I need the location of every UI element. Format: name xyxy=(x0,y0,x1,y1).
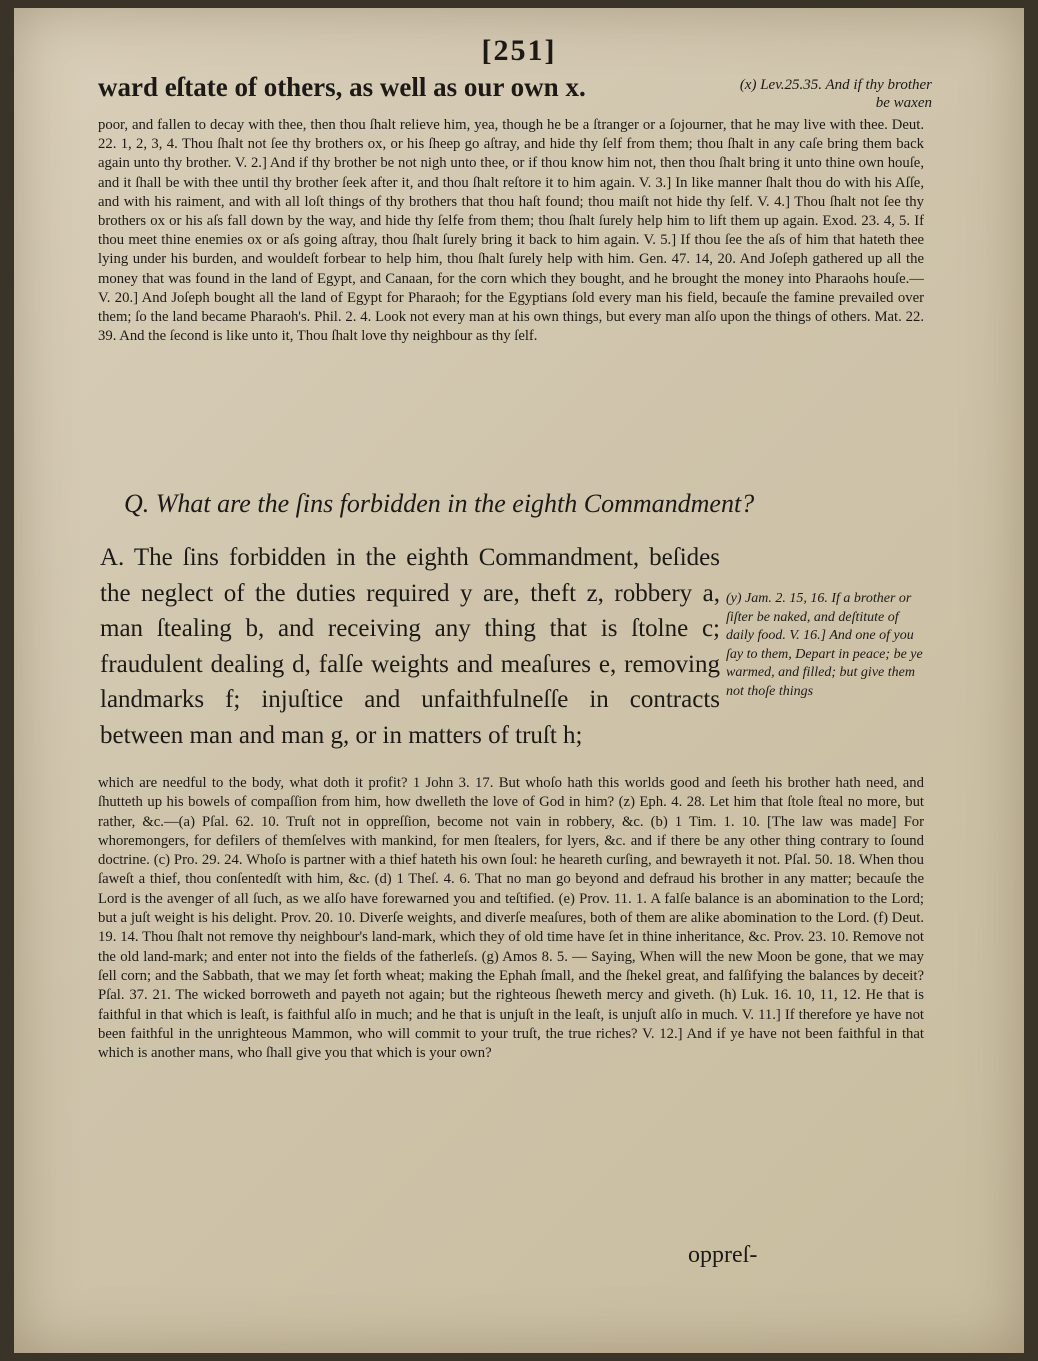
footnote-block-y-h: which are needful to the body, what doth it profit? 1 John 3. 17. But whoſo hath this worlds good and ſeeth his brother hath need, and ſhutteth up his bowels of compaſſion from him, how dwelleth the love of God in him? (z) Eph. 4. 28. Let him that ſtole ſteal no more, but rather, &c.—(a) Pſal. 62. 10. Truſt not in oppreſſion, become not vain in robbery, &c. (b) 1 Tim. 1. 10. [The law was made] For whoremongers, for defilers of themſelves with mankind, for men ſtealers, for lyers, &c. and if there be any other thing contrary to ſound doctrine. (c) Pro. 29. 24. Whoſo is partner with a thief hateth his own ſoul: he heareth curſing, and bewrayeth it not. Pſal. 50. 18. When thou ſaweſt a thief, thou conſentedſt with him, &c. (d) 1 Theſ. 4. 6. That no man go beyond and defraud his brother in any matter; becauſe the Lord is the avenger of all ſuch, as we alſo have forewarned you and teſtified. (e) Prov. 11. 1. A falſe balance is an abomination to the Lord; but a juſt weight is his delight. Prov. 20. 10. Diverſe weights, and diverſe meaſures, both of them are alike abomination to the Lord. (f) Deut. 19. 14. Thou ſhalt not remove thy neighbour's land-mark, which they of old time have ſet in thine inheritance, &c. Prov. 23. 10. Remove not the old land-mark; and enter not into the fields of the fatherleſs. (g) Amos 8. 5. — Saying, When will the new Moon be gone, that we may ſell corn; and the Sabbath, that we may ſet forth wheat; making the Ephah ſmall, and the ſhekel great, and falſifying the balances by deceit? Pſal. 37. 21. The wicked borroweth and payeth not again; but the righteous ſheweth mercy and giveth. (h) Luk. 16. 10, 11, 12. He that is faithful in that which is leaſt, is faithful alſo in much; and he that is unjuſt in the leaſt, is unjuſt alſo in much. V. 11.] If therefore ye have not been faithful in the unrighteous Mammon, who will commit to your truſt, the true riches? V. 12.] And if ye have not been faithful in that which is another mans, who ſhall give you that which is your own? xyxy=(98,775,924,1062)
margin-note-y: (y) Jam. 2. 15, 16. If a brother or ſiſter be naked, and deſtitute of daily food. V. 16.] And one of you ſay to them, Depart in peace; be ye warmed, and filled; but give them not thoſe things xyxy=(726,591,923,699)
catechism-answer: A. The ſins forbidden in the eighth Commandment, beſides the neglect of the duties required y are, theft z, robbery a, man ſtealing b, and receiving any thing that is ſtolne c; fraudulent dealing d, falſe weights and meaſures e, removing landmarks f; injuſtice and unfaithfulneſſe in contracts between man and man g, or in matters of truſt h; xyxy=(100,544,720,749)
book-page xyxy=(14,8,1024,1353)
catchword: oppreſ- xyxy=(688,1242,758,1268)
page-number: [251] xyxy=(481,34,557,67)
heading-line: ward eſtate of others, as well as our own x. xyxy=(98,72,586,102)
catechism-question: Q. What are the ſins forbidden in the eighth Commandment? xyxy=(124,489,755,518)
footnote-block-x: poor, and fallen to decay with thee, then thou ſhalt relieve him, yea, though he be a ſtranger or a ſojourner, that he may live with thee. Deut. 22. 1, 2, 3, 4. Thou ſhalt not ſee thy brothers ox, or his ſheep go aſtray, and hide thy ſelf from them; thou ſhalt in any caſe bring them back again unto thy brother. V. 2.] And if thy brother be not nigh unto thee, or if thou know him not, then thou ſhalt bring it unto thine own houſe, and it ſhall be with thee until thy brother ſeek after it, and thou ſhalt reſtore it to him again. V. 3.] In like manner ſhalt thou do with his Aſſe, and with his raiment, and with all loſt things of thy brothers that thou haſt found; thou maiſt not hide thy ſelf. V. 4.] Thou ſhalt not ſee thy brothers ox or his aſs fall down by the way, and hide thy ſelfe from them; thou ſhalt ſurely help him to lift them up again. Exod. 23. 4, 5. If thou meet thine enemies ox or aſs going aſtray, thou ſhalt ſurely bring it back to him again. V. 5.] If thou ſee the aſs of him that hateth thee lying under his burden, and wouldeſt forbear to help him, thou ſhalt ſurely help with him. Gen. 47. 14, 20. And Joſeph gathered up all the money that was found in the land of Egypt, and Canaan, for the corn which they bought, and he brought the money into Pharaohs houſe.— V. 20.] And Joſeph bought all the land of Egypt for Pharaoh; for the Egyptians ſold every man his field, becauſe the famine prevailed over them; ſo the land became Pharaoh's. Phil. 2. 4. Look not every man at his own things, but every man alſo upon the things of others. Mat. 22. 39. And the ſecond is like unto it, Thou ſhalt love thy neighbour as thy ſelf. xyxy=(98,117,924,345)
margin-note-x: (x) Lev.25.35. And if thy brother be waxen xyxy=(739,77,932,111)
